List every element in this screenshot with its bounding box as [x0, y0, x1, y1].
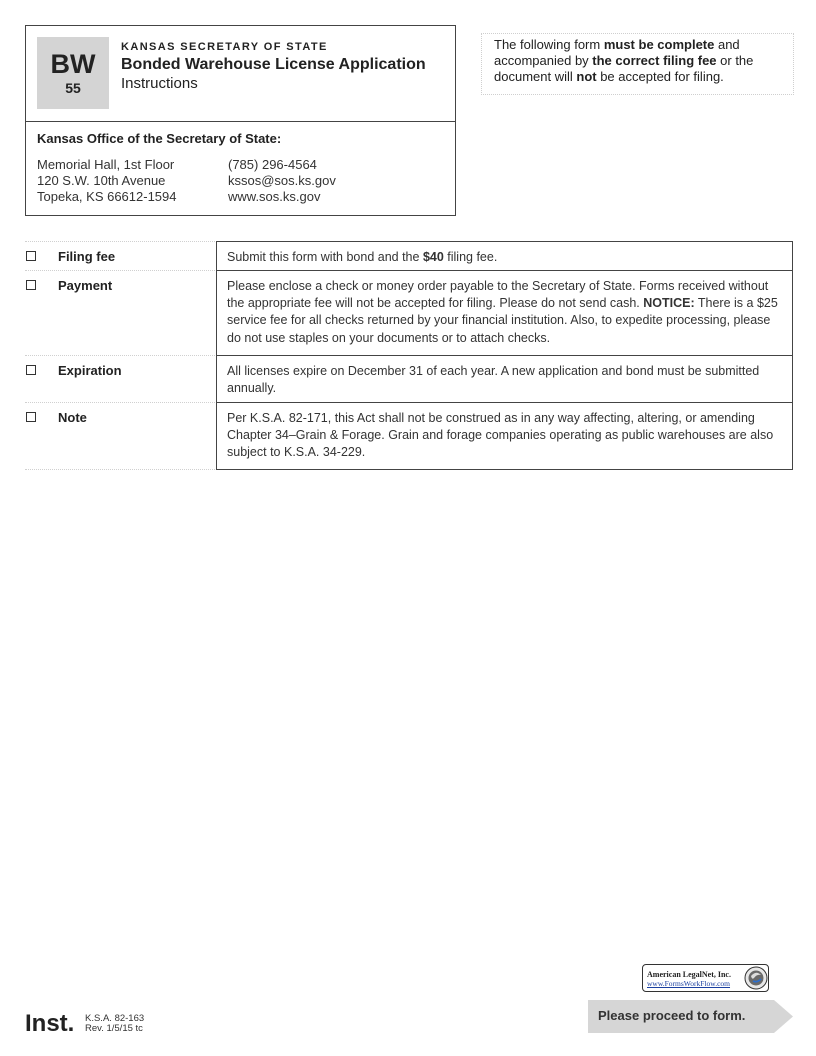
- notice-emphasis: not: [576, 69, 597, 84]
- dotted-guide: [25, 241, 215, 242]
- dotted-guide: [25, 469, 215, 470]
- form-subtitle: Instructions: [121, 75, 198, 92]
- form-number: 55: [65, 80, 81, 96]
- form-references: [85, 1014, 144, 1034]
- notice-emphasis: the correct filing fee: [592, 53, 717, 68]
- text-run: Per K.S.A. 82-171, this Act shall not be construed as in any way affecting, altering, or amending Chapter 34–Grain & Forage. Grain and forage companies operating as public warehouses are also subject to K.S.A. 34-229.: [227, 411, 774, 460]
- checkbox-filing-fee[interactable]: [26, 251, 36, 261]
- instruction-label: Filing fee: [58, 249, 116, 264]
- email-address: kssos@sos.ks.gov: [228, 173, 336, 188]
- filing-notice: [481, 33, 794, 95]
- office-contact: [228, 157, 336, 205]
- checkbox-expiration[interactable]: [26, 365, 36, 375]
- notice-text: be accepted for filing.: [596, 69, 724, 84]
- form-title: Bonded Warehouse License Application: [121, 56, 426, 73]
- address-line: 120 S.W. 10th Avenue: [37, 173, 166, 188]
- instruction-label: Note: [58, 410, 87, 425]
- checkbox-payment[interactable]: [26, 280, 36, 290]
- text-run: Submit this form with bond and the: [227, 250, 423, 264]
- proceed-label: Please proceed to form.: [598, 1008, 746, 1023]
- form-code: BW: [50, 49, 96, 79]
- header-divider: [26, 121, 455, 122]
- globe-icon: [744, 966, 768, 990]
- text-run: All licenses expire on December 31 of each year. A new application and bond must be submitted annually.: [227, 364, 760, 396]
- revision-date: Rev. 1/5/15 tc: [85, 1023, 143, 1034]
- form-badge: [37, 37, 109, 109]
- filing-fee-amount: $40: [422, 250, 444, 264]
- publisher-logo[interactable]: [642, 964, 769, 992]
- publisher-name: American LegalNet, Inc.: [647, 970, 731, 979]
- notice-text: or the document will: [494, 53, 754, 84]
- text-run: filing fee.: [443, 250, 498, 264]
- office-address: [37, 157, 177, 205]
- text-run: There is a $25 service fee for all checks returned by your financial institution. Also, to expedite processing, please do not use staples on your documents or to attach checks.: [227, 296, 778, 345]
- instructions-mark: Inst.: [25, 1010, 75, 1037]
- notice-label: NOTICE:: [643, 296, 695, 311]
- office-title: Kansas Office of the Secretary of State:: [37, 131, 282, 146]
- phone-number: (785) 296-4564: [228, 157, 317, 172]
- dotted-guide: [25, 270, 215, 271]
- statute-reference: K.S.A. 82-163: [85, 1013, 145, 1024]
- notice-text: The following form: [494, 37, 604, 52]
- instruction-label: Payment: [58, 278, 113, 293]
- text-run: Please enclose a check or money order payable to the Secretary of State. Forms received without the appropriate fee will not be accepted for filing. Please do not send cash.: [227, 279, 769, 311]
- agency-name: KANSAS SECRETARY OF STATE: [121, 41, 328, 53]
- publisher-url[interactable]: www.FormsWorkFlow.com: [647, 979, 731, 988]
- address-line: Memorial Hall, 1st Floor: [37, 157, 175, 172]
- instruction-label: Expiration: [58, 363, 122, 378]
- instruction-text: [216, 241, 793, 271]
- instruction-text: [216, 402, 793, 470]
- instruction-text: [216, 355, 793, 403]
- dotted-guide: [25, 355, 215, 356]
- checkbox-note[interactable]: [26, 412, 36, 422]
- proceed-to-form-button[interactable]: [588, 1000, 793, 1033]
- notice-text: and accompanied by: [494, 37, 740, 68]
- dotted-guide: [25, 402, 215, 403]
- address-line: Topeka, KS 66612-1594: [37, 189, 177, 204]
- instruction-text: [216, 270, 793, 356]
- notice-emphasis: must be complete: [603, 37, 715, 52]
- form-header: [25, 25, 456, 216]
- website-url: www.sos.ks.gov: [228, 189, 321, 204]
